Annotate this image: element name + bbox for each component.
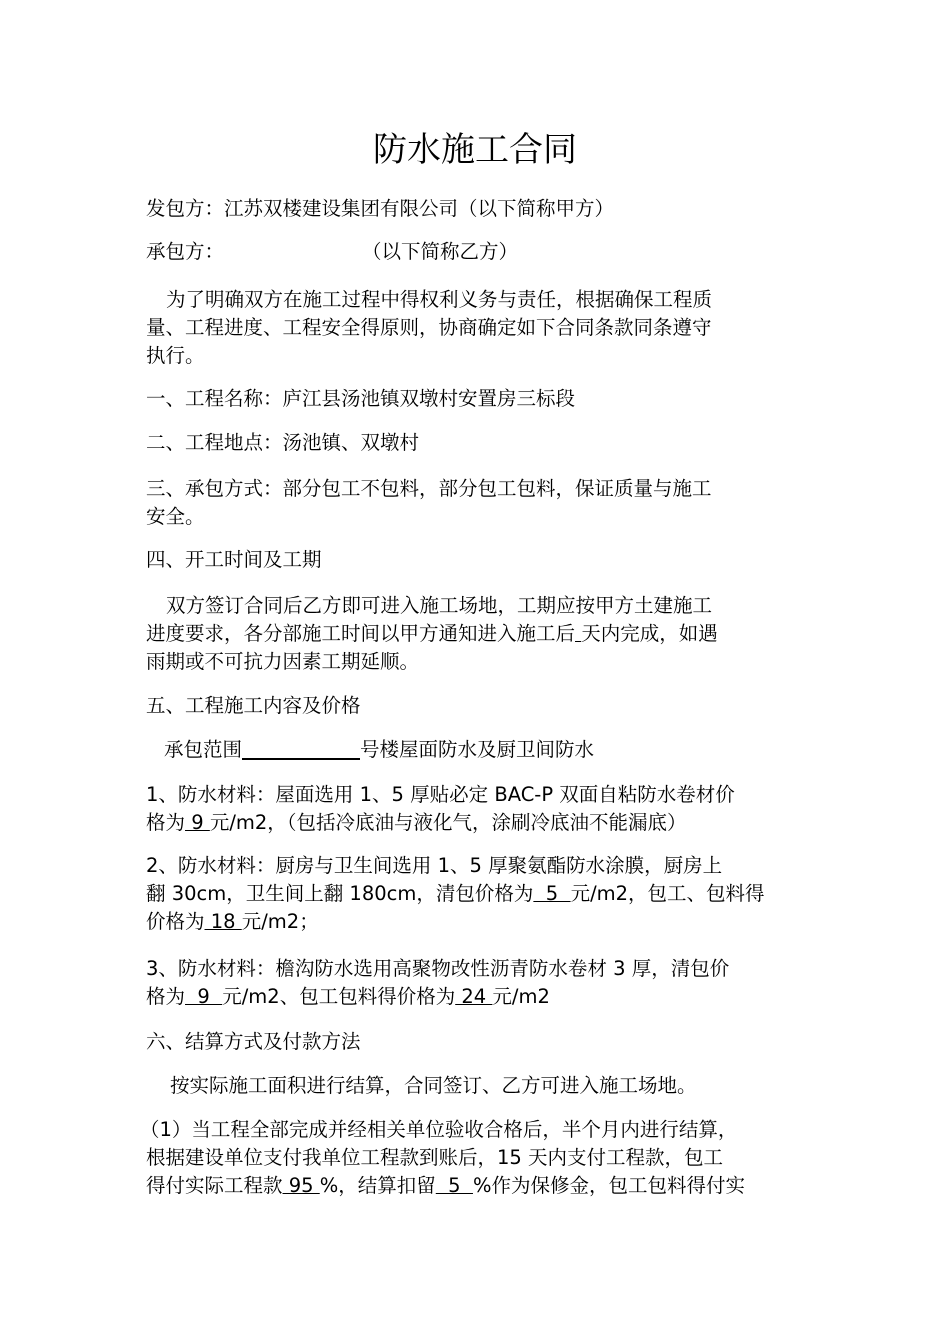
- gutter-full-price-value: 24: [455, 985, 493, 1008]
- payment-line: （1）当工程全部完成并经相关单位验收合格后，半个月内进行结算，: [140, 1118, 738, 1141]
- material-2-text: 翻 30cm，卫生间上翻 180cm，清包价格为: [146, 882, 534, 905]
- section-4-line: 雨期或不可抗力因素工期延顺。: [146, 650, 420, 673]
- intro-line: 量、工程进度、工程安全得原则，协商确定如下合同条款同条遵守: [146, 316, 712, 339]
- material-2-line: 2、防水材料：厨房与卫生间选用 1、5 厚聚氨酯防水涂膜，厨房上: [146, 854, 723, 877]
- party-b-label: 承包方：: [146, 240, 225, 263]
- roof-price-value: 9: [185, 811, 210, 834]
- section-4-line: [146, 620, 810, 648]
- section-4-line: 双方签订合同后乙方即可进入施工场地，工期应按甲方土建施工: [166, 594, 713, 617]
- section-4-text: 进度要求，各分部施工时间以甲方通知进入施工后: [146, 622, 576, 645]
- party-a-line: 发包方：江苏双楼建设集团有限公司（以下简称甲方）: [146, 197, 615, 220]
- material-3-text: 元/m2、包工包料得价格为: [222, 985, 456, 1008]
- material-1-text: 格为: [146, 811, 186, 834]
- payment-clause-1: [140, 1116, 804, 1200]
- material-2-text: 价格为: [146, 910, 205, 933]
- material-2: [146, 852, 810, 936]
- section-6-heading: 六、结算方式及付款方法: [146, 1030, 361, 1053]
- section-2-project-location: 二、工程地点：汤池镇、双墩村: [146, 431, 420, 454]
- material-3-text: 格为: [146, 985, 186, 1008]
- material-2-line: [146, 908, 810, 936]
- section-1-project-name: 一、工程名称：庐江县汤池镇双墩村安置房三标段: [146, 387, 576, 410]
- section-4-heading: 四、开工时间及工期: [146, 548, 322, 571]
- material-3-text: 元/m2: [492, 985, 550, 1008]
- intro-line: 为了明确双方在施工过程中得权利义务与责任，根据确保工程质: [166, 288, 713, 311]
- section-5-heading: 五、工程施工内容及价格: [146, 694, 361, 717]
- section-6-text: 按实际施工面积进行结算，合同签订、乙方可进入施工场地。: [170, 1074, 697, 1097]
- material-1: [146, 781, 810, 837]
- material-3: [146, 955, 810, 1011]
- document-title: 防水施工合同: [373, 130, 577, 170]
- payment-text: %，结算扣留: [319, 1174, 436, 1197]
- payment-line: [140, 1172, 804, 1200]
- material-3-line: 3、防水材料：檐沟防水选用高聚物改性沥青防水卷材 3 厚，清包价: [146, 957, 730, 980]
- intro-paragraph: [146, 286, 810, 370]
- section-4-body: [146, 592, 810, 676]
- section-6-body: [146, 1072, 810, 1100]
- labor-price-value: 5: [533, 882, 571, 905]
- payment-text: 得付实际工程款: [146, 1174, 283, 1197]
- gutter-labor-price-value: 9: [185, 985, 223, 1008]
- retention-percent-value: 5: [435, 1174, 473, 1197]
- section-4-text: 天内完成，如遇: [581, 622, 718, 645]
- scope-line: [146, 736, 810, 764]
- payment-text: %作为保修金，包工包料得付实: [472, 1174, 745, 1197]
- scope-text: 号楼屋面防水及厨卫间防水: [360, 738, 595, 761]
- material-2-text: 元/m2；: [241, 910, 319, 933]
- material-1-line: [146, 809, 810, 837]
- section-3-line: 三、承包方式：部分包工不包料，部分包工包料，保证质量与施工: [146, 477, 712, 500]
- party-b-line: [146, 238, 810, 266]
- party-b-note: （以下简称乙方）: [362, 240, 519, 263]
- section-3-line: 安全。: [146, 505, 205, 528]
- building-number-blank: [242, 736, 360, 760]
- section-3-contract-mode: [146, 475, 810, 531]
- material-3-line: [146, 983, 810, 1011]
- full-price-value: 18: [204, 910, 242, 933]
- payment-percent-value: 95: [282, 1174, 320, 1197]
- material-2-text: 元/m2，包工、包料得: [570, 882, 765, 905]
- material-2-line: [146, 880, 810, 908]
- intro-line: 执行。: [146, 344, 205, 367]
- material-1-text: 元/m2，（包括冷底油与液化气，涂刷冷底油不能漏底）: [209, 811, 687, 834]
- material-1-line: 1、防水材料：屋面选用 1、5 厚贴必定 BAC-P 双面自粘防水卷材价: [146, 783, 735, 806]
- payment-line: 根据建设单位支付我单位工程款到账后，15 天内支付工程款，包工: [146, 1146, 724, 1169]
- scope-label: 承包范围: [164, 738, 243, 761]
